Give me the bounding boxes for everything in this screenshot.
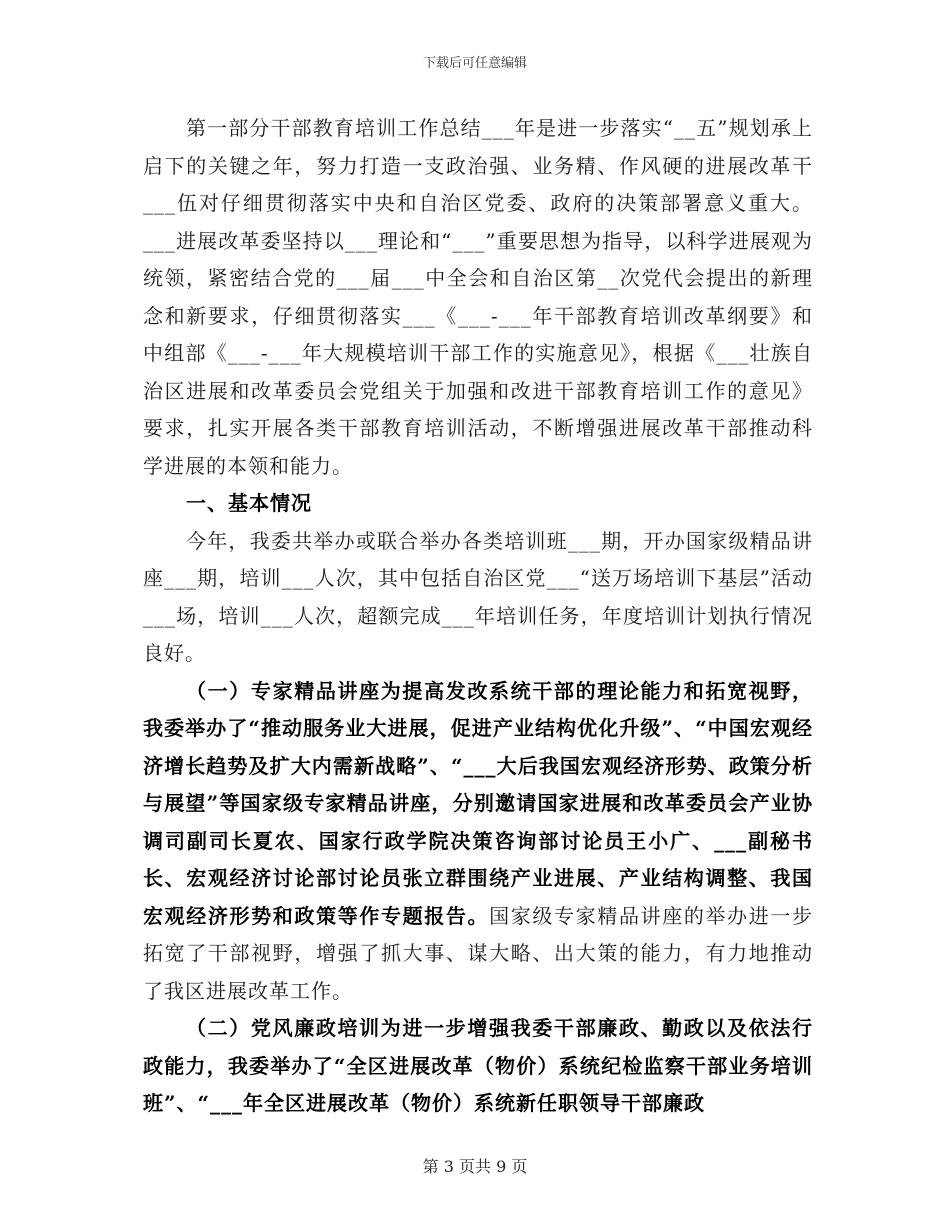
item-expert-lectures-normal: 国家级专家精品讲座的举办进一步拓宽了干部视野，增强了抓大事、谋大略、出大策的能力，有力地推动了我区进展改革工作。 (143, 903, 814, 1003)
intro-paragraph: 第一部分干部教育培训工作总结___年是进一步落实“__五”规划承上启下的关键之年，努力打造一支政治强、业务精、作风硬的进展改革干___伍对仔细贯彻落实中央和自治区党委、政府的决策部署意义重大。___进展改革委坚持以___理论和“___”重要思想为指导，以科学进展观为统领，紧密结合党的___届___中全会和自治区第__次党代会提出的新理念和新要求，仔细贯彻落实___《___-___年干部教育培训改革纲要》和中组部《___-___年大规模培训干部工作的实施意见》，根据《___壮族自治区进展和改革委员会党组关于加强和改进干部教育培训工作的意见》要求，扎实开展各类干部教育培训活动，不断增强进展改革干部推动科学进展的本领和能力。 (143, 116, 813, 478)
section-heading-basic-situation: 一、基本情况 (186, 491, 312, 515)
item-expert-lectures-bold: （一）专家精品讲座为提高发改系统干部的理论能力和拓宽视野，我委举办了“推动服务业大进展，促进产业结构优化升级”、“中国宏观经济增长趋势及扩大内需新战略”、“___大后我国宏观经济形势、政策分析与展望”等国家级专家精品讲座，分别邀请国家进展和改革委员会产业协调司副司长夏农、国家行政学院决策咨询部讨论员王小广、___副秘书长、宏观经济讨论部讨论员张立群围绕产业进展、产业结构调整、我国宏观经济形势和政策等作专题报告。 (143, 678, 813, 928)
basic-situation-paragraph: 今年，我委共举办或联合举办各类培训班___期，开办国家级精品讲座___期，培训___人次，其中包括自治区党___“送万场培训下基层”活动___场，培训___人次，超额完成___年培训任务，年度培训计划执行情况良好。 (143, 528, 813, 665)
document-body (143, 110, 813, 1123)
page-footer: 第 3 页共 9 页 (422, 1157, 528, 1176)
header-note: 下载后可任意编辑 (422, 56, 527, 71)
item-integrity-training: （二）党风廉政培训为进一步增强我委干部廉政、勤政以及依法行政能力，我委举办了“全区进展改革（物价）系统纪检监察干部业务培训班”、“___年全区进展改革（物价）系统新任职领导干部廉政 (143, 1016, 813, 1115)
item-expert-lectures (143, 673, 813, 1011)
